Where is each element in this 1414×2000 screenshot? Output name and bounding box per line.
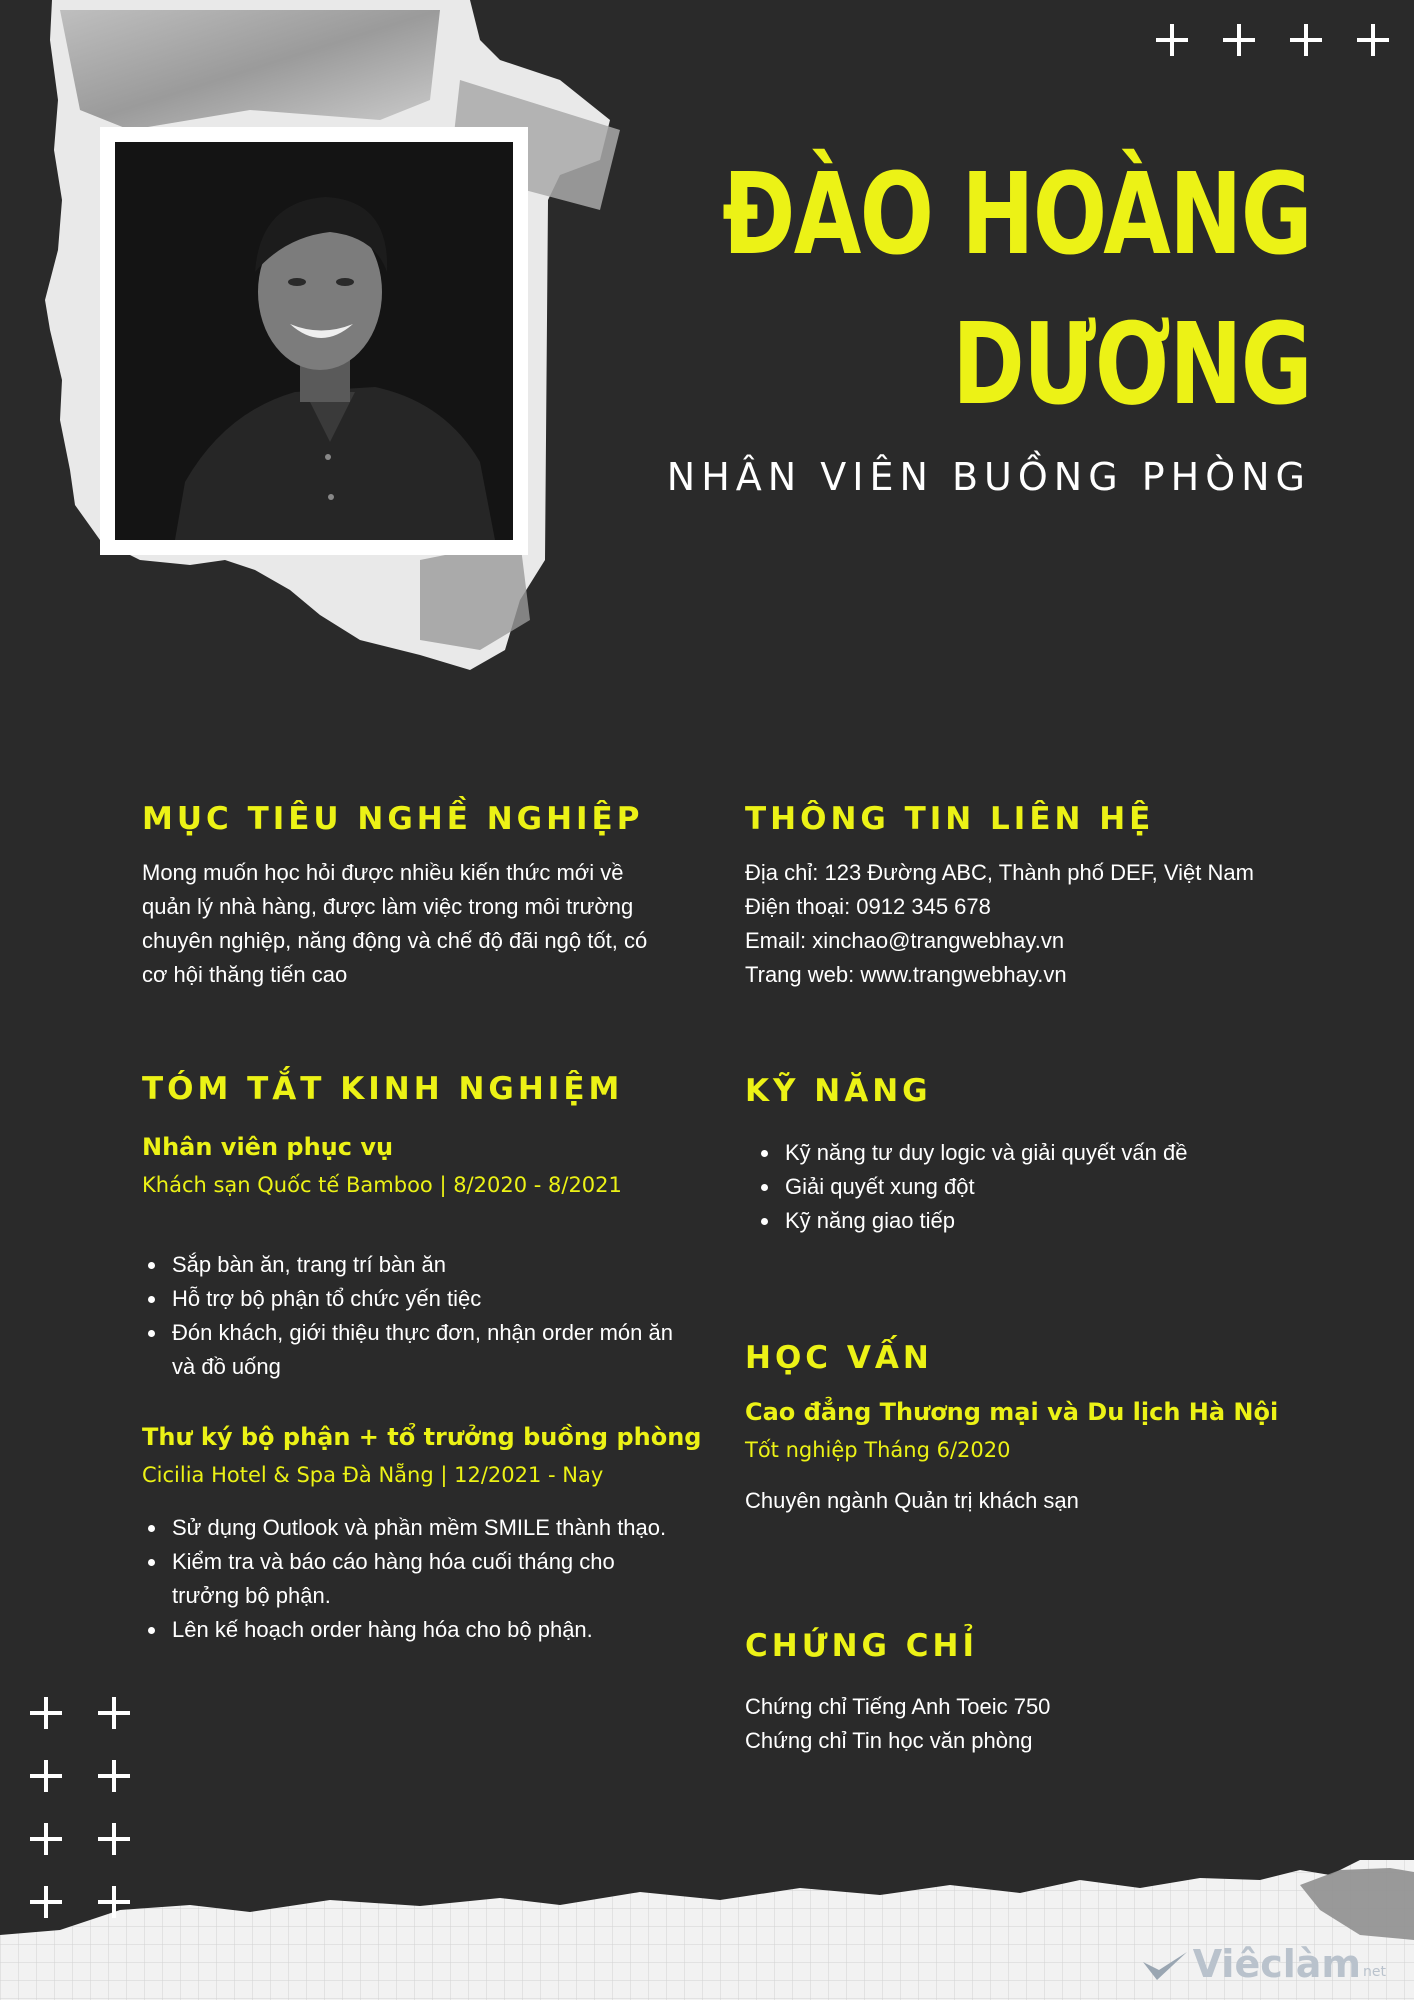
name-line-1: ĐÀO HOÀNG	[722, 150, 1311, 280]
job-2-duties	[142, 1511, 742, 1579]
education-major: Chuyên ngành Quản trị khách sạn	[745, 1488, 1079, 1513]
contact-address: Địa chỉ: 123 Đường ABC, Thành phố DEF, Việt Nam	[745, 860, 1254, 885]
plus-icon	[30, 1886, 62, 1918]
plus-decoration-top	[1156, 24, 1389, 56]
profile-photo-frame	[100, 127, 528, 555]
objective-line: Mong muốn học hỏi được nhiều kiến thức mới về	[142, 860, 624, 885]
plus-icon	[30, 1760, 62, 1792]
plus-icon	[30, 1697, 62, 1729]
plus-icon	[98, 1886, 130, 1918]
job-2-duties-more	[142, 1613, 742, 1647]
list-item: Sử dụng Outlook và phần mềm SMILE thành thạo.	[172, 1511, 742, 1545]
plus-icon	[1156, 24, 1188, 56]
plus-icon	[30, 1823, 62, 1855]
job-1-meta: Khách sạn Quốc tế Bamboo | 8/2020 - 8/2021	[142, 1173, 622, 1197]
objective-line: cơ hội thăng tiến cao	[142, 962, 348, 987]
list-item: Đón khách, giới thiệu thực đơn, nhận order món ăn	[172, 1316, 742, 1350]
plus-icon	[1357, 24, 1389, 56]
experience-title: TÓM TẮT KINH NGHIỆM	[142, 1071, 624, 1107]
vieclam-logo	[1141, 1942, 1386, 1986]
objective-text	[142, 856, 702, 992]
job-title: NHÂN VIÊN BUỒNG PHÒNG	[666, 455, 1311, 499]
job-1-role: Nhân viên phục vụ	[142, 1133, 394, 1161]
objective-title: MỤC TIÊU NGHỀ NGHIỆP	[142, 801, 644, 837]
plus-icon	[98, 1697, 130, 1729]
logo-suffix: net	[1363, 1964, 1386, 1980]
education-graduation: Tốt nghiệp Tháng 6/2020	[745, 1438, 1011, 1462]
plus-decoration-bottom	[30, 1697, 130, 1918]
contact-info	[745, 856, 1345, 992]
education-school: Cao đẳng Thương mại và Du lịch Hà Nội	[745, 1398, 1279, 1426]
contact-website: Trang web: www.trangwebhay.vn	[745, 962, 1067, 987]
job-2-duty-continuation: trưởng bộ phận.	[172, 1583, 331, 1608]
plus-icon	[98, 1823, 130, 1855]
plus-icon	[1290, 24, 1322, 56]
education-title: HỌC VẤN	[745, 1340, 933, 1376]
list-item: Giải quyết xung đột	[785, 1170, 1345, 1204]
contact-email: Email: xinchao@trangwebhay.vn	[745, 928, 1065, 953]
skills-title: KỸ NĂNG	[745, 1073, 932, 1109]
certificate-item: Chứng chỉ Tin học văn phòng	[745, 1728, 1033, 1753]
checkmark-wing-icon	[1141, 1950, 1189, 1986]
plus-icon	[1223, 24, 1255, 56]
job-1-duties	[142, 1248, 742, 1350]
list-item: Lên kế hoạch order hàng hóa cho bộ phận.	[172, 1613, 742, 1647]
list-item: Sắp bàn ăn, trang trí bàn ăn	[172, 1248, 742, 1282]
certificates-list	[745, 1690, 1305, 1758]
contact-title: THÔNG TIN LIÊN HỆ	[745, 801, 1155, 837]
certificates-title: CHỨNG CHỈ	[745, 1628, 979, 1664]
plus-icon	[98, 1760, 130, 1792]
list-item: Kỹ năng tư duy logic và giải quyết vấn đề	[785, 1136, 1345, 1170]
profile-photo	[115, 142, 513, 540]
objective-line: quản lý nhà hàng, được làm việc trong môi trường	[142, 894, 634, 919]
certificate-item: Chứng chỉ Tiếng Anh Toeic 750	[745, 1694, 1051, 1719]
job-1-duty-continuation: và đồ uống	[172, 1354, 281, 1379]
list-item: Kiểm tra và báo cáo hàng hóa cuối tháng cho	[172, 1545, 742, 1579]
name-line-2: DƯƠNG	[952, 300, 1311, 430]
objective-line: chuyên nghiệp, năng động và chế độ đãi ngộ tốt, có	[142, 928, 648, 953]
job-2-meta: Cicilia Hotel & Spa Đà Nẵng | 12/2021 - Nay	[142, 1463, 604, 1487]
list-item: Hỗ trợ bộ phận tổ chức yến tiệc	[172, 1282, 742, 1316]
skills-list	[755, 1136, 1345, 1238]
contact-phone: Điện thoại: 0912 345 678	[745, 894, 991, 919]
list-item: Kỹ năng giao tiếp	[785, 1204, 1345, 1238]
job-2-role: Thư ký bộ phận + tổ trưởng buồng phòng	[142, 1423, 702, 1451]
logo-text: Viêclàm	[1192, 1942, 1362, 1986]
